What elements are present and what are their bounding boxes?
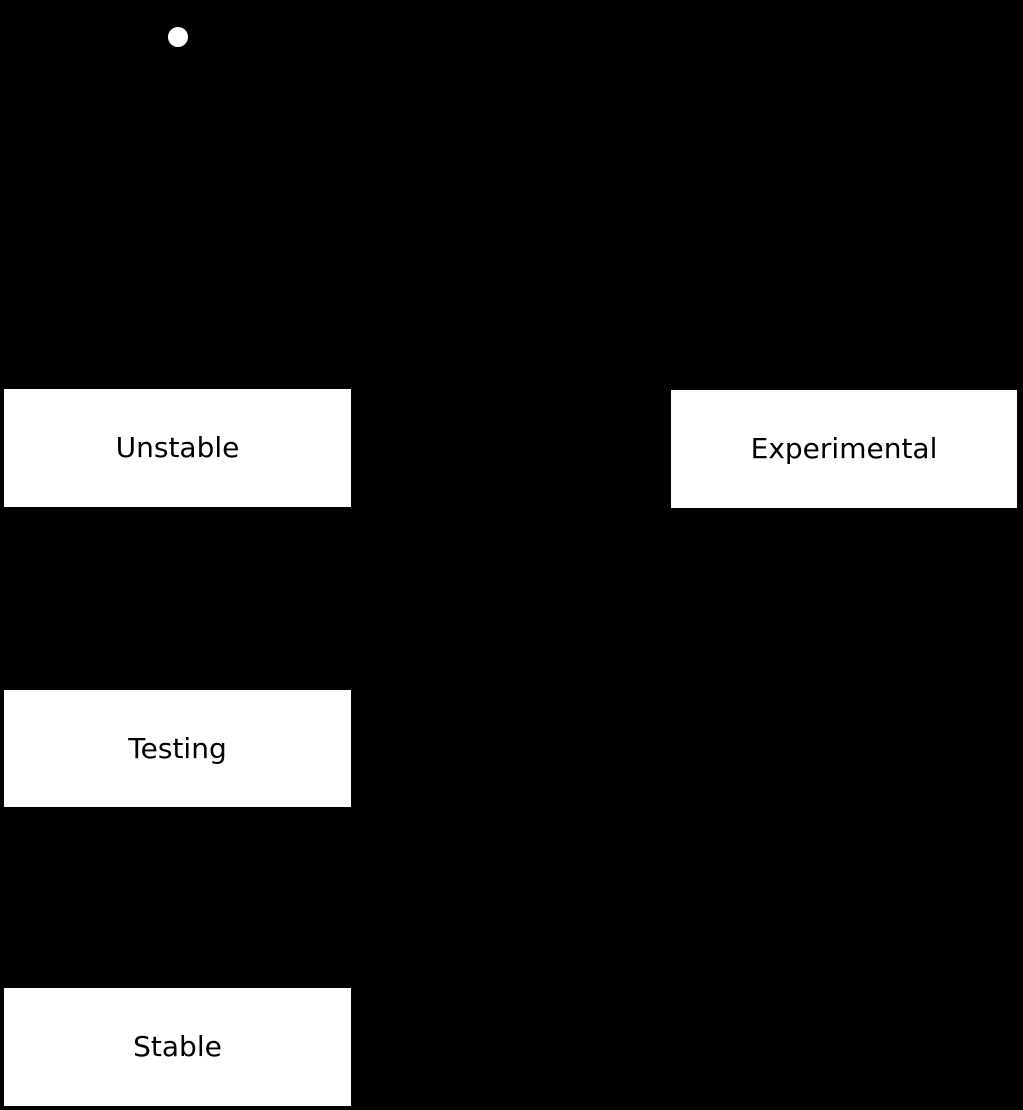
state-node-label: Stable — [133, 1030, 222, 1063]
state-node-unstable — [4, 389, 351, 507]
state-node-stable — [4, 988, 351, 1106]
state-node-label: Experimental — [750, 432, 938, 465]
state-node-experimental — [671, 390, 1017, 508]
state-node-testing — [4, 690, 351, 807]
state-node-label: Unstable — [115, 431, 240, 464]
state-node-label: Testing — [128, 731, 227, 765]
initial-state-dot-icon — [168, 27, 188, 47]
